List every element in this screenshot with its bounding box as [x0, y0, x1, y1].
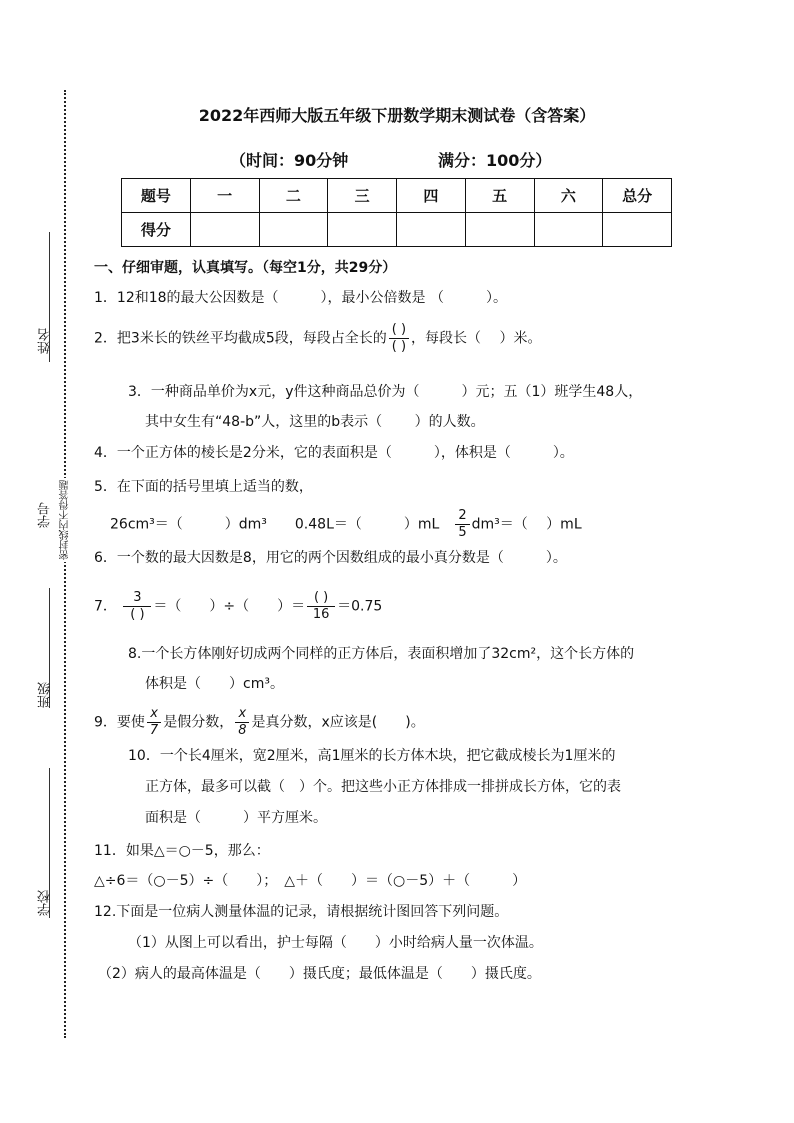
table-cell: 四 — [397, 179, 466, 213]
question-text: 26cm³＝（ ）dm³ 0.48L＝（ ）mL — [110, 516, 440, 533]
fraction — [389, 322, 409, 355]
fraction — [235, 706, 249, 739]
table-cell: 题号 — [122, 179, 191, 213]
page-title: 2022年西师大版五年级下册数学期末测试卷（含答案） — [198, 106, 596, 125]
fraction-denominator: 7 — [149, 723, 159, 738]
class-label: 班级 — [38, 682, 53, 708]
question-text: ＝0.75 — [337, 598, 383, 615]
exam-time: （时间：90分钟 — [230, 151, 349, 170]
fraction-numerator: x — [235, 706, 249, 723]
question-5: 5．在下面的括号里填上适当的数， — [94, 479, 313, 495]
score-cell[interactable] — [259, 213, 328, 247]
fraction-numerator: ( ) — [307, 590, 335, 607]
question-6: 6．一个数的最大因数是8，用它的两个因数组成的最小真分数是（ ）。 — [94, 550, 567, 566]
question-text: ，每段长（ ）米。 — [411, 330, 542, 347]
fraction-numerator: 3 — [123, 590, 151, 607]
question-2 — [94, 322, 541, 355]
question-text: 9．要使 — [94, 714, 145, 731]
question-text: ＝（ ）÷（ ）＝ — [153, 598, 306, 615]
binding-dotted-line — [64, 90, 66, 1038]
fraction — [147, 706, 161, 739]
fraction-denominator: ( ) — [391, 339, 407, 354]
question-7 — [94, 590, 382, 623]
score-cell[interactable] — [603, 213, 672, 247]
student-no-label: 学号 — [38, 502, 53, 528]
fraction-denominator: ( ) — [130, 607, 145, 622]
table-cell: 总分 — [603, 179, 672, 213]
fraction — [307, 590, 335, 623]
question-10-line-2: 正方体，最多可以截（ ）个。把这些小正方体排成一排拼成长方体，它的表 — [145, 779, 621, 795]
question-3-line-1: 3．一种商品单价为x元，y件这种商品总价为（ ）元；五（1）班学生48人， — [128, 384, 643, 400]
section-heading: 一、仔细审题，认真填写。（每空1分，共29分） — [94, 260, 397, 276]
table-cell: 得分 — [122, 213, 191, 247]
score-cell[interactable] — [465, 213, 534, 247]
full-score: 满分：100分） — [438, 151, 552, 170]
question-text: dm³＝（ ）mL — [471, 516, 582, 533]
question-10-line-1: 10．一个长4厘米，宽2厘米，高1厘米的长方体木块，把它截成棱长为1厘米的 — [128, 748, 616, 764]
question-5-items — [110, 508, 582, 541]
table-cell: 一 — [190, 179, 259, 213]
question-1: 1．12和18的最大公因数是（ ），最小公倍数是 （ ）。 — [94, 290, 507, 306]
score-cell[interactable] — [328, 213, 397, 247]
question-12-part-2: （2）病人的最高体温是（ ）摄氏度；最低体温是（ ）摄氏度。 — [98, 966, 541, 982]
question-text: 7． — [94, 598, 117, 615]
fraction-denominator: 8 — [238, 723, 247, 738]
question-11-line-2: △÷6＝（○－5）÷（ ）； △＋（ ）＝（○－5）＋（ ） — [94, 873, 527, 889]
table-cell: 六 — [534, 179, 603, 213]
score-cell[interactable] — [534, 213, 603, 247]
score-cell[interactable] — [190, 213, 259, 247]
binding-warning: 密封线内不得答题 — [60, 480, 71, 560]
name-label: 姓名 — [38, 328, 53, 354]
fraction — [123, 590, 151, 623]
question-12: 12.下面是一位病人测量体温的记录，请根据统计图回答下列问题。 — [94, 904, 509, 920]
question-text: 是假分数， — [163, 714, 234, 731]
question-text: 是真分数，x应该是( )。 — [251, 714, 425, 731]
question-11-line-1: 11．如果△＝○－5，那么： — [94, 843, 270, 859]
question-text: 2．把3米长的铁丝平均截成5段，每段占全长的 — [94, 330, 387, 347]
question-3-line-2: 其中女生有“48-b”人，这里的b表示（ ）的人数。 — [145, 414, 485, 430]
fraction-numerator: 2 — [455, 508, 469, 525]
question-8-line-2: 体积是（ ）cm³。 — [145, 676, 284, 692]
question-8-line-1: 8.一个长方体刚好切成两个同样的正方体后，表面积增加了32cm²，这个长方体的 — [128, 646, 635, 662]
score-table — [121, 178, 672, 247]
score-table-header-row — [122, 179, 672, 213]
question-10-line-3: 面积是（ ）平方厘米。 — [145, 810, 327, 826]
school-label: 学校 — [38, 890, 53, 916]
fraction-denominator: 5 — [458, 525, 467, 540]
question-9 — [94, 706, 425, 739]
question-4: 4．一个正方体的棱长是2分米，它的表面积是（ ），体积是（ ）。 — [94, 445, 574, 461]
score-cell[interactable] — [397, 213, 466, 247]
score-table-score-row — [122, 213, 672, 247]
question-12-part-1: （1）从图上可以看出，护士每隔（ ）小时给病人量一次体温。 — [128, 935, 543, 951]
table-cell: 三 — [328, 179, 397, 213]
fraction-denominator: 16 — [312, 607, 330, 622]
table-cell: 五 — [465, 179, 534, 213]
fraction-numerator: x — [147, 706, 161, 723]
fraction — [455, 508, 469, 541]
table-cell: 二 — [259, 179, 328, 213]
fraction-numerator: ( ) — [389, 322, 409, 339]
